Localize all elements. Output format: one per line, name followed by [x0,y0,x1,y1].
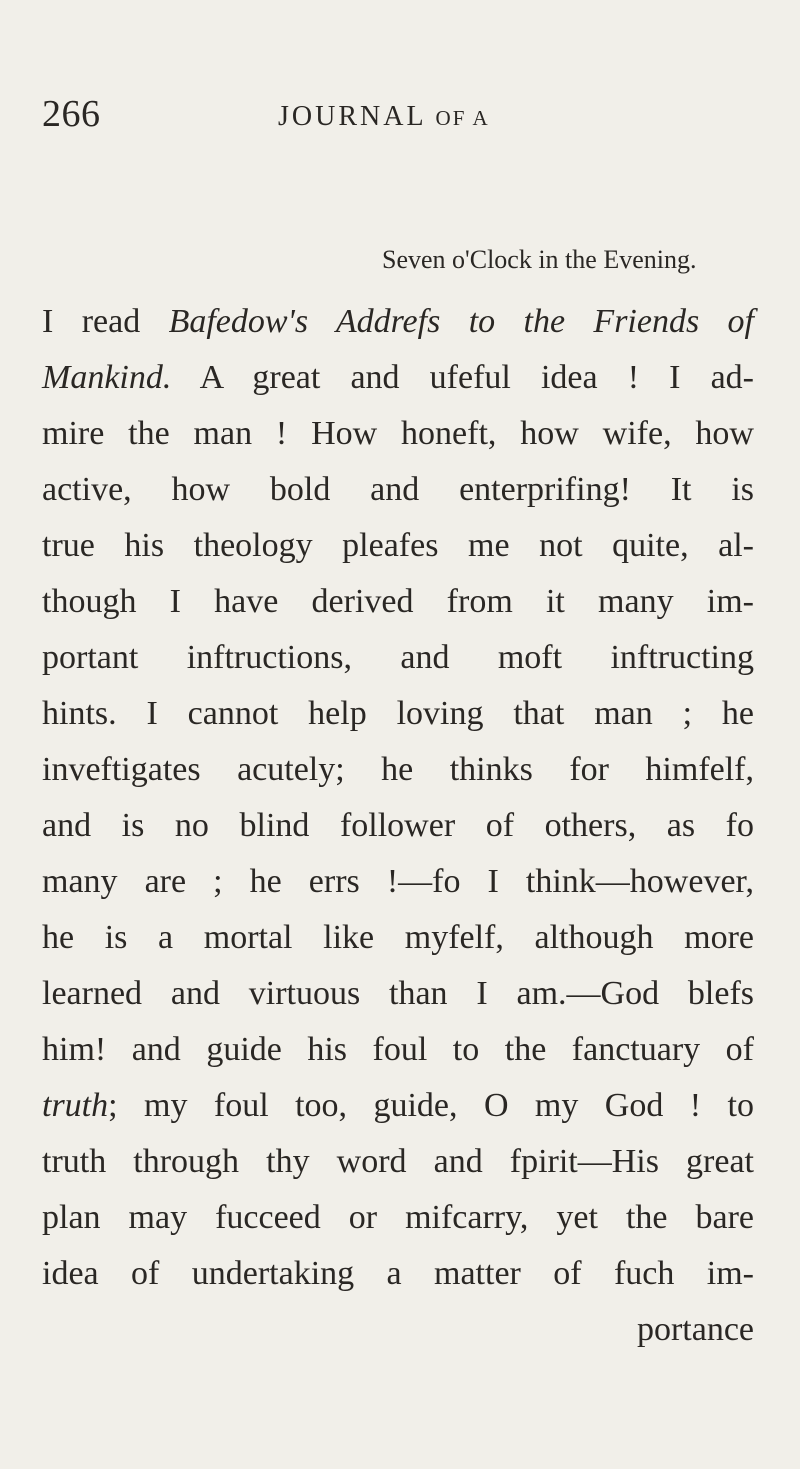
running-head-word: A [472,106,490,130]
running-head-word: OF [435,106,473,130]
text-run: portant inftructions, and moft inftructing [42,639,754,676]
time-heading: Seven o'Clock in the Evening. [382,245,697,274]
text-run: idea of undertaking a matter of fuch im- [42,1255,754,1292]
text-run: plan may fucceed or mifcarry, yet the bare [42,1199,754,1236]
text-line [42,574,754,630]
text-line [42,630,754,686]
text-line [42,1190,754,1246]
text-line [42,1134,754,1190]
text-run: him! and guide his foul to the fanctuary of [42,1031,754,1068]
text-line [42,910,754,966]
text-run: he is a mortal like myfelf, although more [42,919,754,956]
text-line [42,742,754,798]
text-run: active, how bold and enterprifing! It is [42,471,754,508]
italic-text: truth [42,1087,109,1124]
text-run: true his theology pleafes me not quite, al- [42,527,754,564]
text-run: mire the man ! How honeft, how wife, how [42,415,754,452]
text-line [42,1078,754,1134]
text-line [42,518,754,574]
text-line [42,462,754,518]
text-run: I read [42,303,169,340]
text-line [42,966,754,1022]
text-line [42,350,754,406]
text-run: inveftigates acutely; he thinks for himfelf, [42,751,754,788]
text-line [42,1246,754,1302]
text-run: truth through thy word and fpirit—His great [42,1143,754,1180]
italic-text: Bafedow's Addrefs to the Friends of [168,303,755,340]
text-run: ; my foul too, guide, O my God ! to [108,1087,754,1124]
text-line [42,798,754,854]
text-line [42,294,754,350]
text-line [42,854,754,910]
text-run: hints. I cannot help loving that man ; he [42,695,754,732]
text-run: many are ; he errs !—fo I think—however, [42,863,754,900]
text-line [42,406,754,462]
body-text [42,294,754,1358]
text-run: and is no blind follower of others, as fo [42,807,754,844]
text-line [42,1302,754,1358]
text-run: portance [636,1311,754,1348]
page-number: 266 [42,93,101,135]
text-line [42,686,754,742]
text-line [42,1022,754,1078]
running-head-word: JOURNAL [278,101,436,132]
text-run: though I have derived from it many im- [42,583,754,620]
text-run: learned and virtuous than I am.—God blefs [42,975,754,1012]
italic-text: Mankind. [42,359,172,396]
running-head [278,103,490,131]
text-run: A great and ufeful idea ! I ad- [171,359,754,396]
